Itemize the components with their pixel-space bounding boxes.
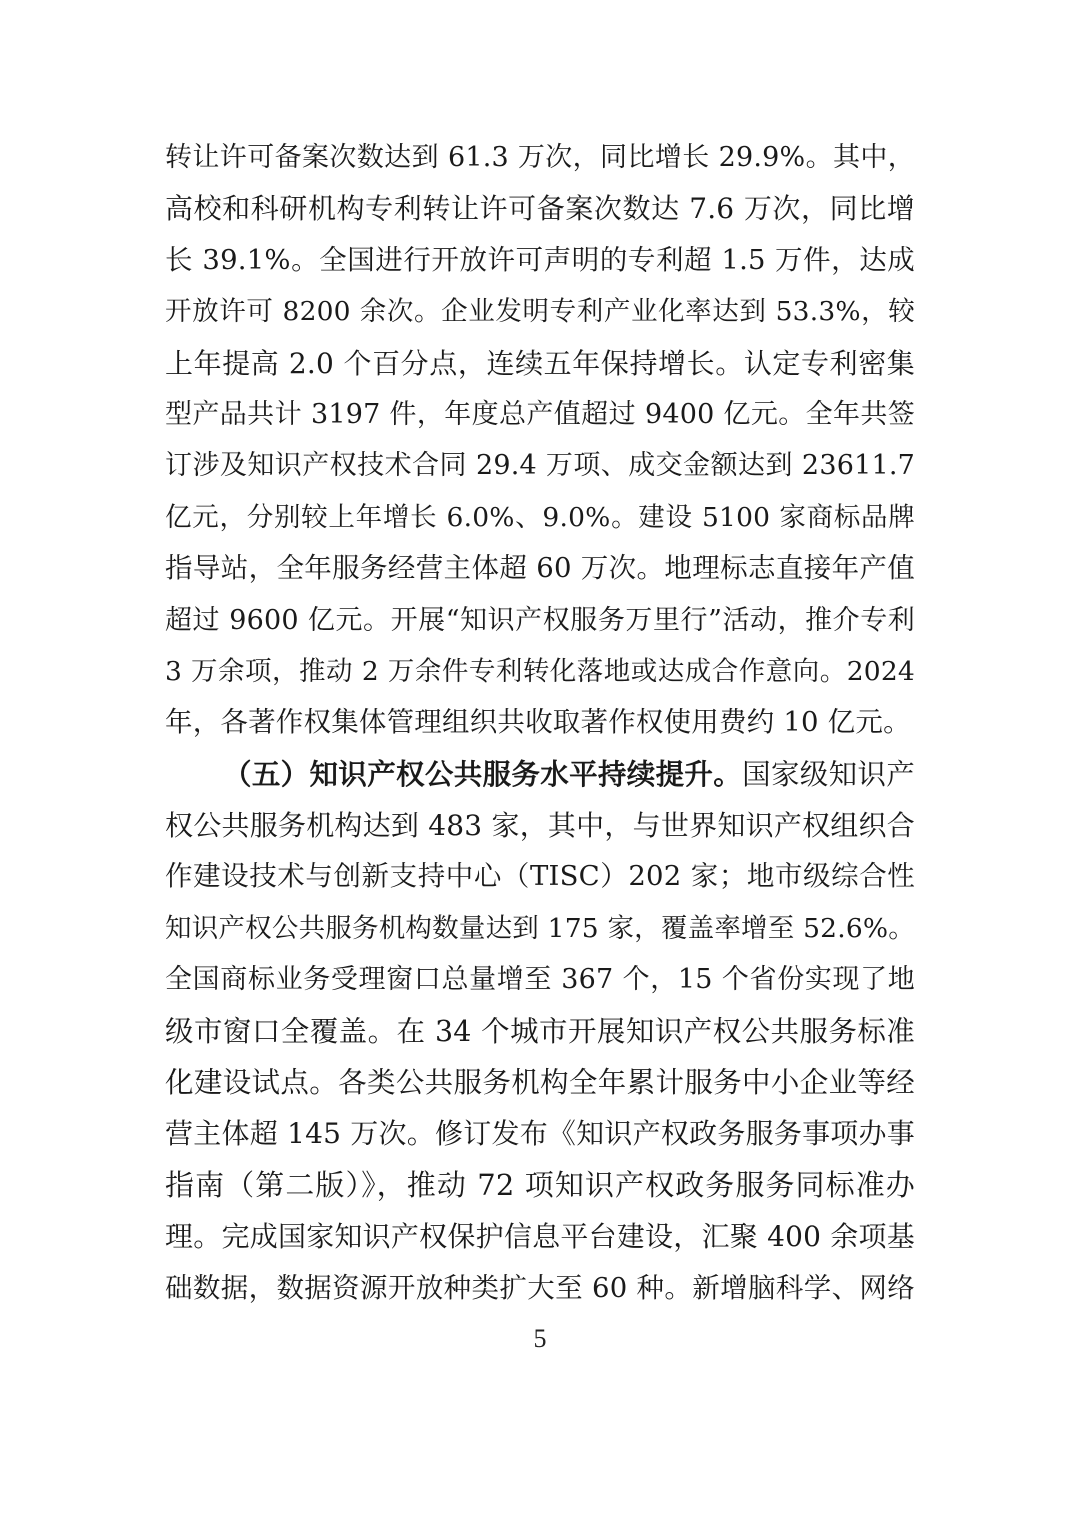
text-line: 化建设试点。各类公共服务机构全年累计服务中小企业等经	[165, 1066, 915, 1100]
paragraph-first-line	[165, 749, 915, 800]
text-line: 知识产权公共服务机构数量达到 175 家，覆盖率增至 52.6%。	[165, 912, 915, 944]
text-line: 转让许可备案次数达到 61.3 万次，同比增长 29.9%。其中，	[165, 142, 915, 173]
section-heading: （五）知识产权公共服务水平持续提升。	[223, 756, 743, 791]
text-line: 亿元，分别较上年增长 6.0%、9.0%。建设 5100 家商标品牌	[165, 501, 915, 533]
text-line: 长 39.1%。全国进行开放许可声明的专利超 1.5 万件，达成	[165, 243, 915, 276]
text-line: 上年提高 2.0 个百分点，连续五年保持增长。认定专利密集	[165, 346, 915, 380]
paragraph-2	[165, 749, 915, 1314]
text-line: 权公共服务机构达到 483 家，其中，与世界知识产权组织合	[165, 809, 915, 843]
text-line: 级市窗口全覆盖。在 34 个城市开展知识产权公共服务标准	[165, 1014, 915, 1048]
text-line: 指导站，全年服务经营主体超 60 万次。地理标志直接年产值	[165, 552, 915, 585]
body-text	[165, 132, 915, 1314]
text-line: 订涉及知识产权技术合同 29.4 万项、成交金额达到 23611.7	[165, 450, 915, 482]
text-line: 型产品共计 3197 件，年度总产值超过 9400 亿元。全年共签	[165, 398, 915, 430]
text-line: 高校和科研机构专利转让许可备案次数达 7.6 万次，同比增	[165, 192, 915, 226]
text-line: 全国商标业务受理窗口总量增至 367 个，15 个省份实现了地	[165, 964, 915, 996]
text-line: 营主体超 145 万次。修订发布《知识产权政务服务事项办事	[165, 1117, 915, 1151]
text-line: 开放许可 8200 余次。企业发明专利产业化率达到 53.3%，较	[165, 296, 915, 328]
text-line: 指南（第二版）》，推动 72 项知识产权政务服务同标准办	[165, 1167, 915, 1202]
text-line: 年，各著作权集体管理组织共收取著作权使用费约 10 亿元。	[165, 706, 911, 739]
text-line: 理。完成国家知识产权保护信息平台建设，汇聚 400 余项基	[165, 1220, 915, 1254]
page-number: 5	[533, 1324, 547, 1353]
text-line: 础数据，数据资源开放种类扩大至 60 种。新增脑科学、网络	[165, 1271, 915, 1304]
paragraph-1	[165, 132, 915, 749]
text-line: 作建设技术与创新支持中心（TISC）202 家；地市级综合性	[165, 860, 915, 893]
heading-line-text: 国家级知识产	[742, 757, 916, 791]
text-line: 超过 9600 亿元。开展“知识产权服务万里行”活动，推介专利	[165, 604, 915, 636]
text-line: 3 万余项，推动 2 万余件专利转化落地或达成合作意向。2024	[165, 655, 915, 687]
